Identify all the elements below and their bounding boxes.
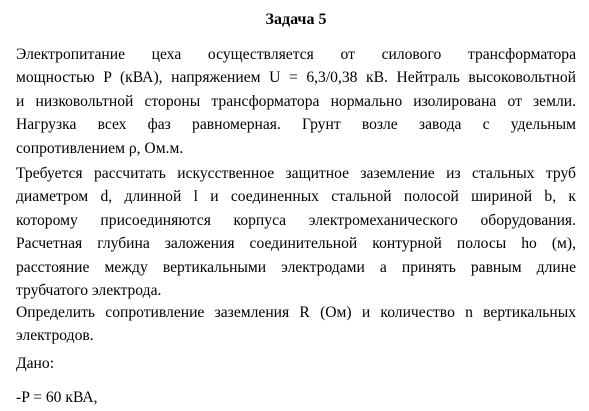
text-line: Нагрузка всех фаз равномерная. Грунт возле завода с удельным: [16, 116, 576, 134]
text-line: Расчетная глубина заложения соединительной контурной полосы ho (м),: [16, 235, 576, 253]
text-line: Электропитание цеха осуществляется от силового трансформатора: [16, 46, 576, 63]
text-line: сопротивлением ρ, Ом.м.: [16, 139, 184, 157]
paragraph-grounding-requirement: [16, 162, 576, 302]
text-line: мощностью P (кВА), напряжением U = 6,3/0,38 кВ. Нейтраль высоковольтной: [16, 69, 576, 87]
text-line: электродов.: [16, 327, 94, 345]
task-title: Задача 5: [265, 11, 327, 28]
paragraph-power-supply: [16, 43, 576, 160]
text-line: и низковольтной стороны трансформатора нормально изолирована от земли.: [16, 92, 576, 110]
text-line: которому присоединяются корпуса электромеханического оборудования.: [16, 211, 576, 229]
text-line: трубчатого электрода.: [16, 282, 162, 300]
text-line: диаметром d, длинной l и соединенных стальной полосой шириной b, к: [16, 188, 576, 206]
given-item-power: -P = 60 кВА,: [16, 389, 98, 406]
text-line: расстояние между вертикальными электродами a принять равным длине: [16, 258, 576, 276]
text-line: Требуется рассчитать искусственное защитное заземление из стальных труб: [16, 165, 576, 182]
document-page: [16, 0, 576, 406]
text-line: Определить сопротивление заземления R (Ом) и количество n вертикальных: [16, 304, 576, 321]
given-label: Дано:: [16, 355, 55, 372]
paragraph-determine: [16, 301, 576, 348]
